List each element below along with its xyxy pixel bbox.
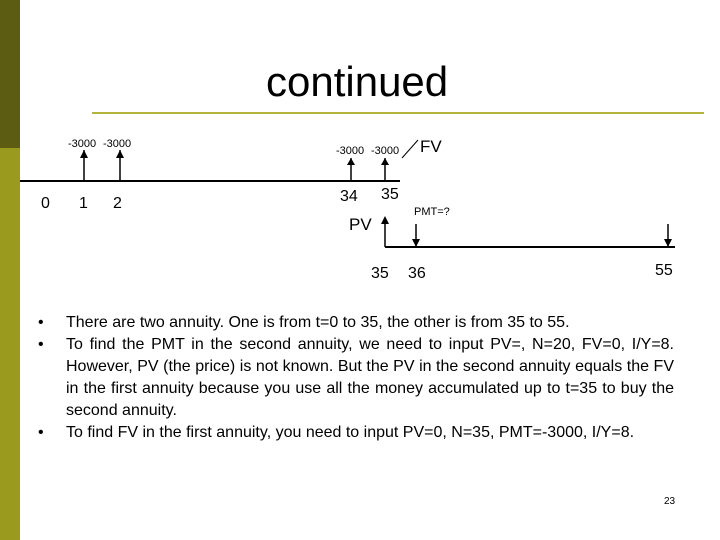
bullet-text: To find the PMT in the second annuity, we need to input PV=, N=20, FV=0, I/Y=8. However, PV (the price) is not known. But the PV in the second annuity equals the FV in the first annuity because you use all the money accumulated up to t=35 to buy the second annuity.: [66, 336, 674, 419]
tick-label-2: 2: [113, 195, 122, 212]
pmt-label: PMT=?: [414, 206, 450, 218]
payment-arrowhead-3: [347, 158, 355, 165]
bullet-item: [38, 334, 674, 422]
payment-label-3: -3000: [336, 145, 365, 157]
bullet-item: [38, 422, 674, 444]
tick-label-34: 34: [340, 188, 358, 205]
bullet-list: [38, 312, 674, 444]
pv-arrowhead: [381, 216, 389, 224]
payment-arrowhead-4: [381, 158, 389, 165]
tick2-label-35: 35: [371, 265, 389, 282]
bullet-glyph: •: [38, 424, 44, 441]
fv-label: FV: [420, 137, 442, 156]
pmt-arrowhead-2: [664, 239, 672, 247]
page-number: 23: [664, 496, 676, 507]
tick-label-0: 0: [41, 195, 50, 212]
fv-pointer: [402, 140, 418, 158]
tick2-label-55: 55: [655, 262, 673, 279]
payment-label-1: -3000: [68, 138, 97, 150]
payment-label-4: -3000: [371, 145, 400, 157]
payment-arrowhead-1: [80, 150, 88, 158]
payment-label-2: -3000: [103, 138, 132, 150]
bullet-glyph: •: [38, 314, 44, 331]
tick-label-1: 1: [79, 195, 88, 212]
pv-label: PV: [349, 215, 372, 234]
slide-title: continued: [266, 58, 449, 105]
pmt-arrowhead-1: [412, 239, 420, 247]
bullet-text: There are two annuity. One is from t=0 to 35, the other is from 35 to 55.: [66, 314, 570, 331]
bullet-text: To find FV in the first annuity, you need to input PV=0, N=35, PMT=-3000, I/Y=8.: [66, 424, 635, 441]
tick2-label-36: 36: [408, 265, 426, 282]
tick-label-35: 35: [381, 186, 399, 203]
payment-arrowhead-2: [116, 150, 124, 158]
bullet-item: [38, 312, 674, 334]
bullet-glyph: •: [38, 336, 44, 353]
